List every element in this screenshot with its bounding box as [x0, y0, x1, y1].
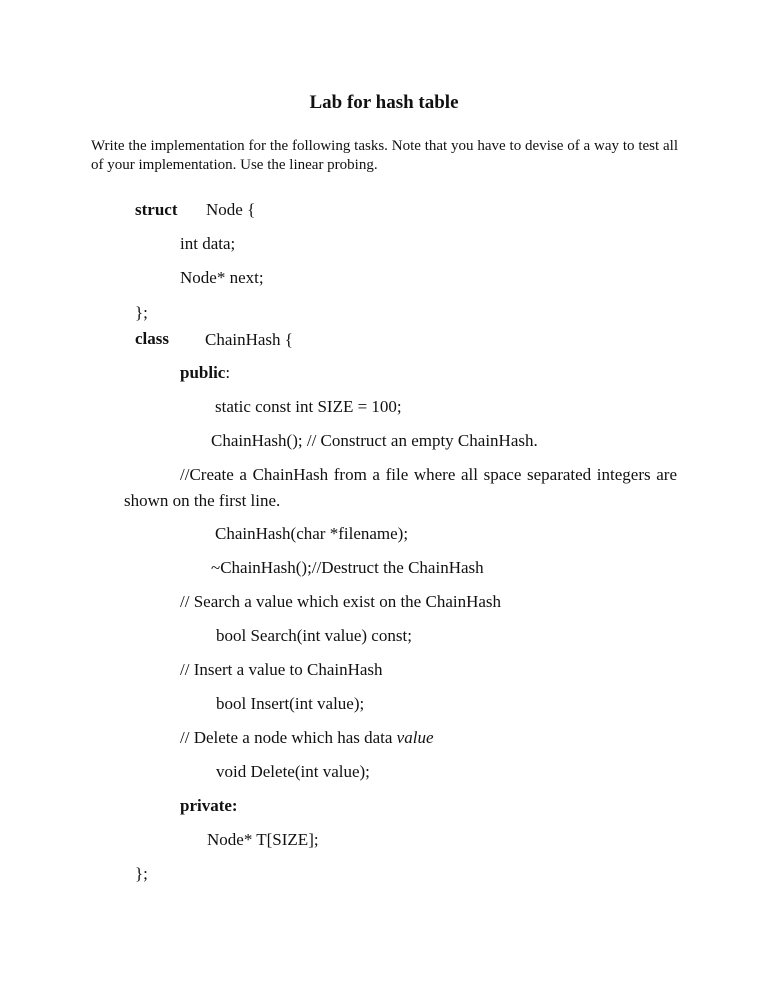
- delete-comment-value: value: [396, 728, 434, 747]
- struct-name: Node {: [206, 200, 256, 219]
- intro-paragraph: Write the implementation for the following tasks. Note that you have to devise of a way to test all of your implementation. Use the linear probing.: [91, 138, 678, 173]
- search-declaration: bool Search(int value) const;: [216, 626, 412, 645]
- file-constructor: ChainHash(char *filename);: [215, 524, 409, 543]
- struct-member-next: Node* next;: [180, 268, 264, 287]
- public-section-label: [180, 363, 230, 383]
- file-constructor-comment: //Create a ChainHash from a file where all space separated integers are shown on the first line.: [124, 465, 677, 510]
- public-colon: :: [225, 363, 231, 382]
- search-comment: // Search a value which exist on the ChainHash: [180, 592, 502, 611]
- delete-declaration: void Delete(int value);: [216, 762, 370, 781]
- struct-close: };: [135, 303, 148, 322]
- struct-keyword: struct: [135, 200, 178, 219]
- destructor: ~ChainHash();//Destruct the ChainHash: [211, 558, 484, 577]
- delete-comment: [180, 728, 434, 748]
- struct-member-data: int data;: [180, 234, 236, 253]
- size-declaration: static const int SIZE = 100;: [215, 397, 402, 416]
- delete-comment-text: // Delete a node which has data: [180, 728, 397, 747]
- private-keyword: private:: [180, 796, 238, 815]
- class-keyword: class: [135, 329, 169, 348]
- class-close: };: [135, 864, 148, 883]
- document-title: Lab for hash table: [309, 92, 459, 113]
- insert-comment: // Insert a value to ChainHash: [180, 660, 383, 679]
- default-constructor: ChainHash(); // Construct an empty ChainHash.: [211, 431, 538, 450]
- class-name: ChainHash {: [205, 330, 293, 349]
- private-member: Node* T[SIZE];: [207, 830, 319, 849]
- insert-declaration: bool Insert(int value);: [216, 694, 365, 713]
- public-keyword: public: [180, 363, 226, 382]
